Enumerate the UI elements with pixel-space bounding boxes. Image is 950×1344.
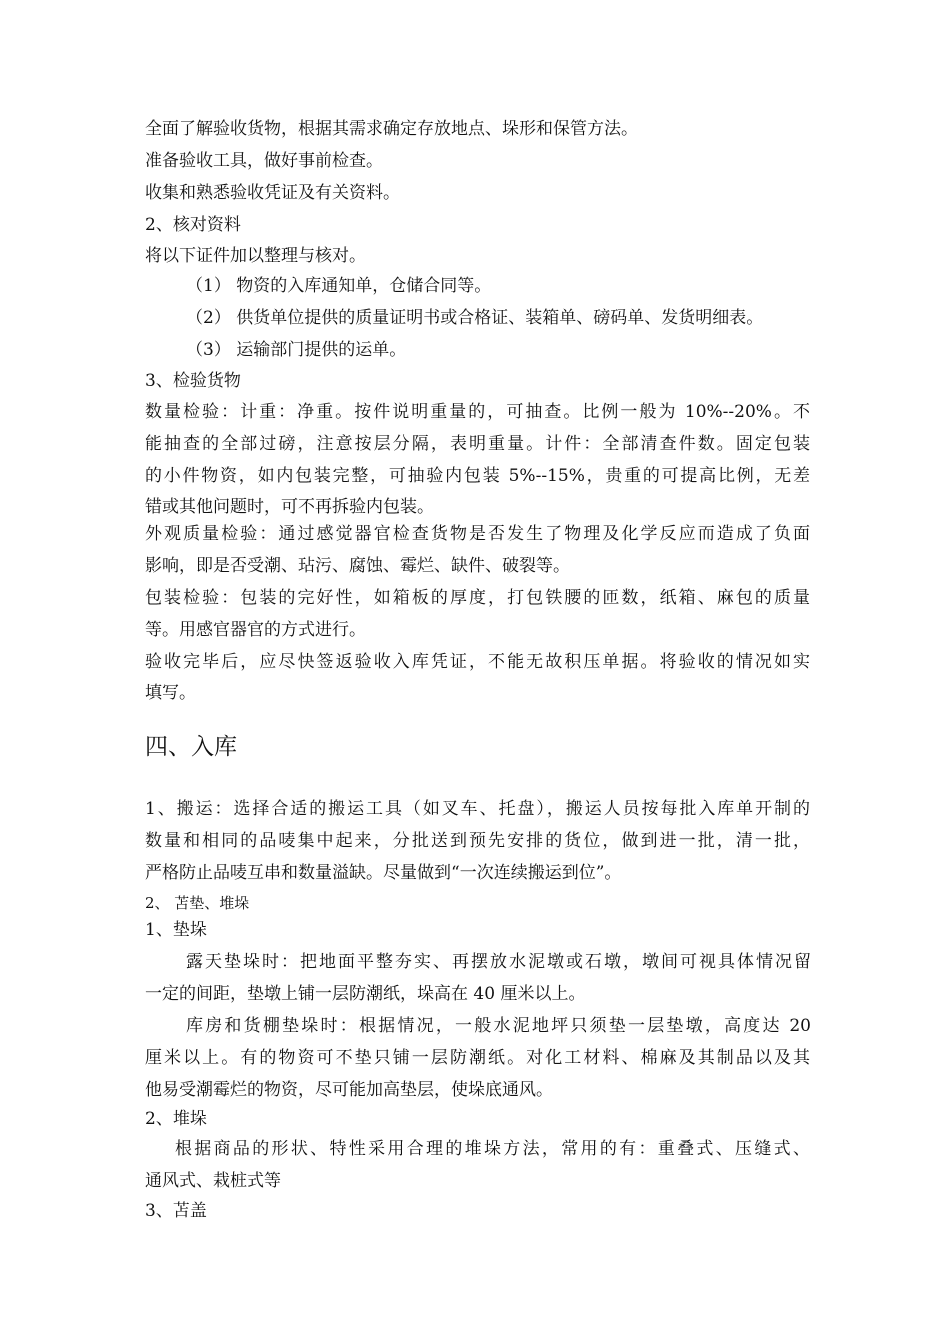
text-line: 数量检验：计重：净重。按件说明重量的，可抽查。比例一般为 10%--20%。不: [145, 402, 810, 422]
section-heading: 2、核对资料: [145, 215, 241, 235]
text-line: 能抽查的全部过磅，注意按层分隔，表明重量。计件：全部清查件数。固定包装: [145, 434, 810, 454]
section-heading: 3、检验货物: [145, 371, 241, 391]
text-line: 厘米以上。有的物资可不垫只铺一层防潮纸。对化工材料、棉麻及其制品以及其: [145, 1048, 810, 1068]
text-line: 将以下证件加以整理与核对。: [145, 246, 366, 266]
chapter-heading: 四、入库: [145, 734, 237, 760]
section-heading: 3、苫盖: [145, 1201, 207, 1221]
text-line: 填写。: [145, 683, 196, 703]
text-line: 数量和相同的品唛集中起来，分批送到预先安排的货位，做到进一批，清一批，: [145, 831, 810, 851]
text-line: 准备验收工具，做好事前检查。: [145, 151, 383, 171]
text-line: 全面了解验收货物，根据其需求确定存放地点、垛形和保管方法。: [145, 119, 638, 139]
text-line: 验收完毕后，应尽快签返验收入库凭证，不能无故积压单据。将验收的情况如实: [145, 652, 810, 672]
list-item: （3） 运输部门提供的运单。: [186, 340, 407, 360]
text-line: 他易受潮霉烂的物资，尽可能加高垫层，使垛底通风。: [145, 1080, 553, 1100]
list-item: （2） 供货单位提供的质量证明书或合格证、装箱单、磅码单、发货明细表。: [186, 308, 764, 328]
text-line: 一定的间距，垫墩上铺一层防潮纸，垛高在 40 厘米以上。: [145, 984, 586, 1004]
text-line: 通风式、栽桩式等: [145, 1171, 281, 1191]
text-line: 的小件物资，如内包装完整，可抽验内包装 5%--15%，贵重的可提高比例，无差: [145, 466, 810, 486]
text-line: 库房和货棚垫垛时：根据情况，一般水泥地坪只须垫一层垫墩，高度达 20: [186, 1016, 811, 1036]
text-line: 等。用感官器官的方式进行。: [145, 620, 366, 640]
text-line: 严格防止品唛互串和数量溢缺。尽量做到“一次连续搬运到位”。: [145, 863, 622, 883]
text-line: 露天垫垛时：把地面平整夯实、再摆放水泥墩或石墩，墩间可视具体情况留: [186, 952, 811, 972]
text-line: 1、搬运：选择合适的搬运工具（如叉车、托盘），搬运人员按每批入库单开制的: [145, 799, 810, 819]
section-heading: 1、垫垛: [145, 920, 207, 940]
text-line: 错或其他问题时，可不再拆验内包装。: [145, 497, 434, 517]
text-line: 包装检验：包装的完好性，如箱板的厚度，打包铁腰的匝数，纸箱、麻包的质量: [145, 588, 810, 608]
section-heading: 2、 苫垫、堆垛: [145, 894, 250, 912]
text-line: 外观质量检验：通过感觉器官检查货物是否发生了物理及化学反应而造成了负面: [145, 524, 810, 544]
section-heading: 2、堆垛: [145, 1109, 207, 1129]
text-line: 根据商品的形状、特性采用合理的堆垛方法，常用的有：重叠式、压缝式、: [175, 1139, 810, 1159]
list-item: （1） 物资的入库通知单，仓储合同等。: [186, 276, 492, 296]
text-line: 收集和熟悉验收凭证及有关资料。: [145, 183, 400, 203]
text-line: 影响，即是否受潮、玷污、腐蚀、霉烂、缺件、破裂等。: [145, 556, 570, 576]
